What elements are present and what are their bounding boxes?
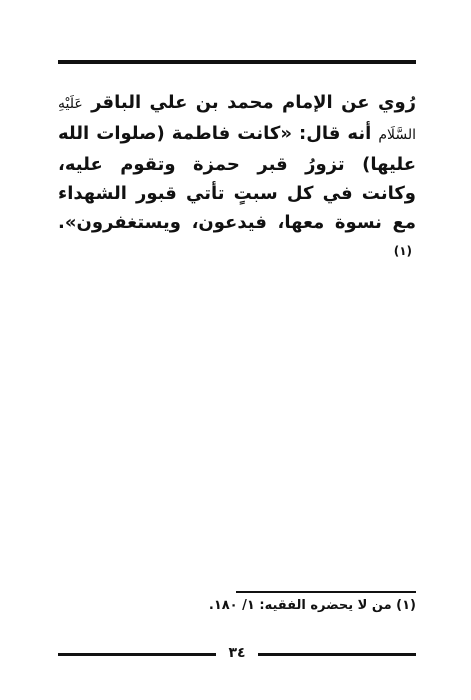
page-footer <box>58 645 416 661</box>
paragraph-part-2: أنه قال: «كانت فاطمة (صلوات الله عليها) تزورُ قبر حمزة وتقوم عليه، وكانت في كل سبتٍ تأتي قبور الشهداء مع نسوة معها، فيدعون، ويستغفرون». <box>58 123 416 233</box>
footnote-reference: (١) <box>393 244 412 258</box>
footer-rule-left <box>58 653 216 656</box>
footnote-separator <box>236 591 416 593</box>
footnote-text: (١) من لا يحضره الفقيه: ١/ ١٨٠. <box>208 598 416 613</box>
honorific-glyph: عَلَيْهِ السَّلَام <box>58 96 416 143</box>
main-paragraph <box>58 88 416 271</box>
paragraph-part-1: رُوي عن الإمام محمد بن علي الباقر <box>91 92 416 113</box>
footer-rule-right <box>258 653 416 656</box>
page-number: ٣٤ <box>228 645 246 661</box>
top-rule <box>58 60 416 64</box>
